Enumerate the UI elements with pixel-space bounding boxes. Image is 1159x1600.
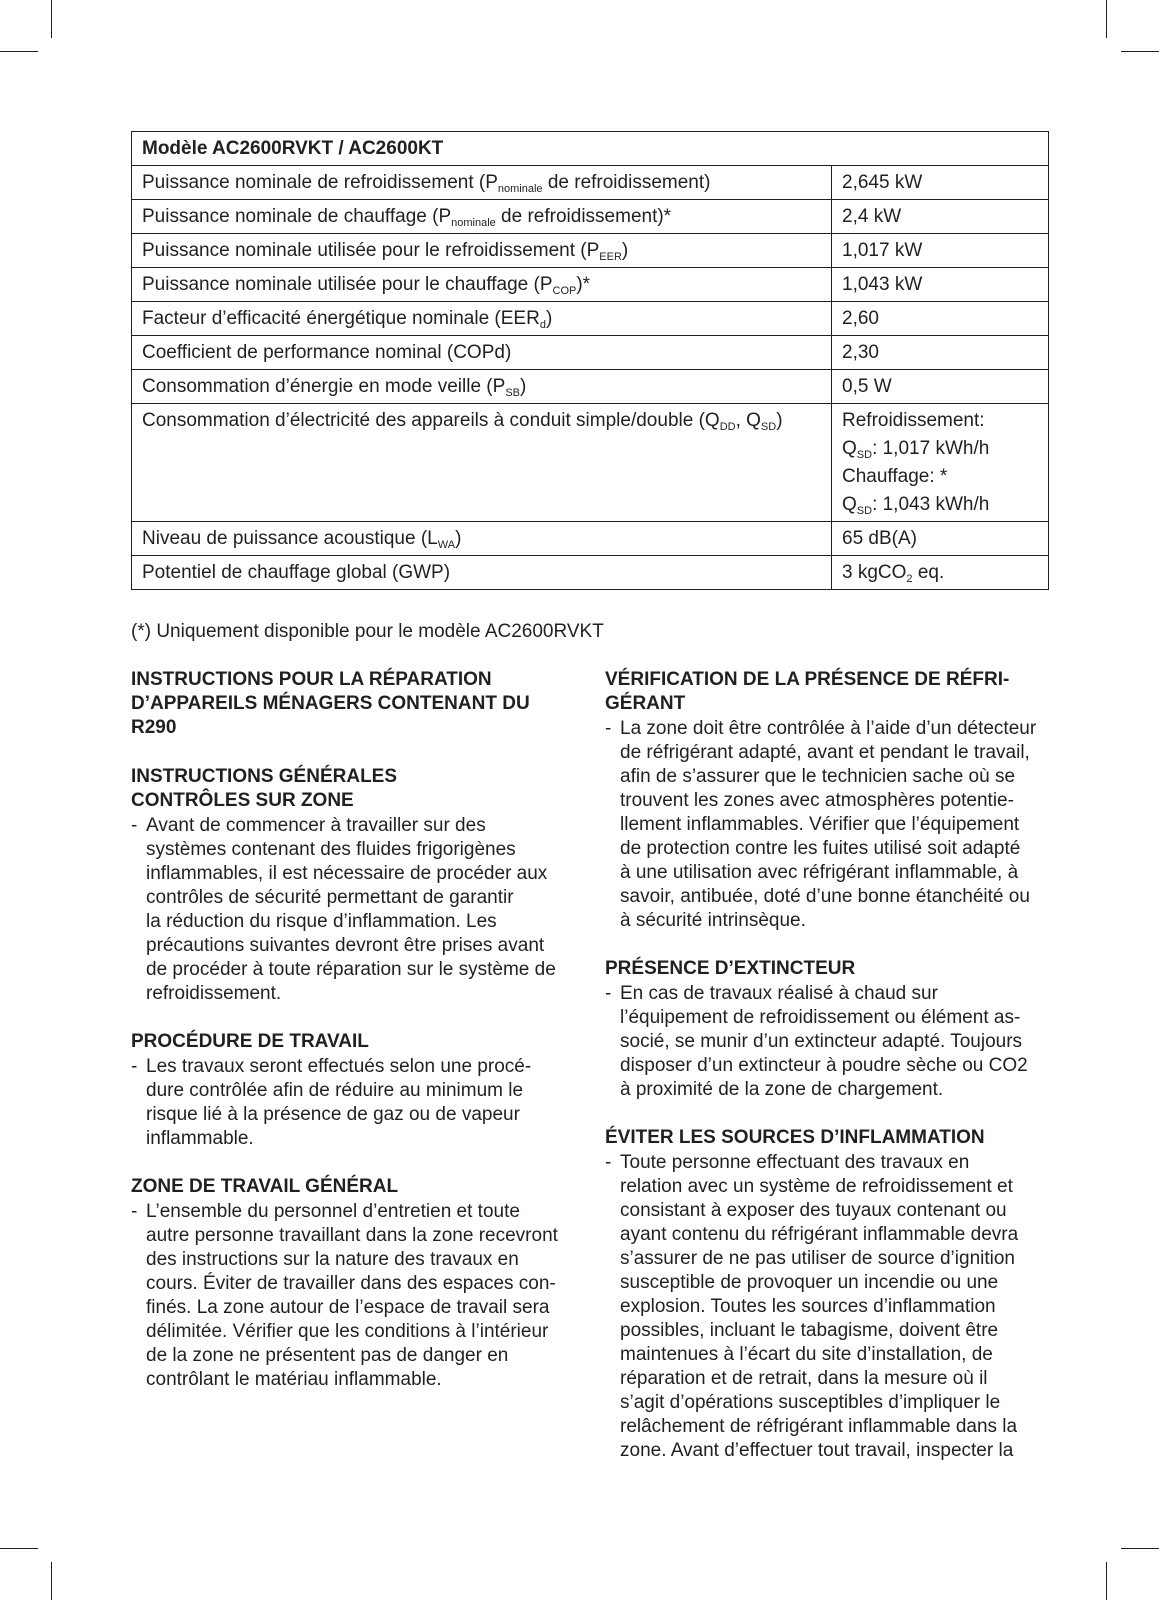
text-line: L’ensemble du personnel d’entretien et toute xyxy=(146,1201,520,1222)
left-column xyxy=(131,668,576,1416)
table-header-row xyxy=(132,132,1049,166)
text-line: relation avec un système de refroidissement et xyxy=(620,1176,1013,1197)
row-value: Refroidissement: $Q_{SD}$: 1,017 kWh/h Chauffage: * $Q_{SD}$: 1,043 kWh/h xyxy=(832,404,1049,522)
text-line: Toute personne effectuant des travaux en xyxy=(620,1152,970,1173)
paragraph-extinguisher xyxy=(605,982,1052,1102)
text-line: de réfrigérant adapté, avant et pendant le travail, xyxy=(620,742,1030,763)
text-line: s’assurer de ne pas utiliser de source d’ignition xyxy=(620,1248,1015,1269)
table-row xyxy=(132,556,1049,590)
text-line: la réduction du risque d’inflammation. Les xyxy=(146,911,497,932)
section-title-procedure: PROCÉDURE DE TRAVAIL xyxy=(131,1031,369,1052)
section-title-verification: VÉRIFICATION DE LA PRÉSENCE DE RÉFRI- GÉRANT xyxy=(605,669,1010,714)
table-row xyxy=(132,404,1049,522)
text-line: contrôles de sécurité permettant de garantir xyxy=(146,887,514,908)
text-line: des instructions sur la nature des travaux en xyxy=(146,1249,519,1270)
list-dash: - xyxy=(131,1201,138,1222)
text-line: possibles, incluant le tabagisme, doivent être xyxy=(620,1320,999,1341)
crop-mark xyxy=(1106,1562,1107,1600)
footnote: (*) Uniquement disponible pour le modèle AC2600RVKT xyxy=(131,621,604,642)
crop-mark xyxy=(1106,0,1107,38)
table-row xyxy=(132,522,1049,556)
list-dash: - xyxy=(605,983,612,1004)
crop-mark xyxy=(0,1548,38,1549)
text-line: disposer d’un extincteur à poudre sèche ou CO2 xyxy=(620,1055,1028,1076)
text-line: s’agit d’opérations susceptibles d’impliquer le xyxy=(620,1392,1001,1413)
crop-mark xyxy=(0,51,38,52)
row-label: Puissance nominale utilisée pour le chauffage $(P_{COP})*$ xyxy=(132,268,832,302)
table-row xyxy=(132,370,1049,404)
text-line: autre personne travaillant dans la zone recevront xyxy=(146,1225,558,1246)
text-line: réparation et de retrait, dans la mesure où il xyxy=(620,1368,988,1389)
row-label: Puissance nominale de refroidissement ($P_{nominale}$ de refroidissement) xyxy=(132,166,832,200)
list-dash: - xyxy=(605,718,612,739)
row-value: 2,30 xyxy=(832,336,1049,370)
text-line: socié, se munir d’un extincteur adapté. Toujours xyxy=(620,1031,1023,1052)
row-value: 2,645 kW xyxy=(832,166,1049,200)
text-line: de procéder à toute réparation sur le système de xyxy=(146,959,556,980)
text-line: délimitée. Vérifier que les conditions à l’intérieur xyxy=(146,1321,549,1342)
section-title-zone: ZONE DE TRAVAIL GÉNÉRAL xyxy=(131,1176,399,1197)
text-line: La zone doit être contrôlée à l’aide d’un détecteur xyxy=(620,718,1037,739)
text-line: afin de s’assurer que le technicien sache où se xyxy=(620,766,1016,787)
text-line: inflammable. xyxy=(146,1128,254,1149)
text-line: consistant à exposer des tuyaux contenant ou xyxy=(620,1200,1007,1221)
text-line: savoir, antibuée, doté d’une bonne étanchéité ou xyxy=(620,886,1030,907)
table-row xyxy=(132,302,1049,336)
text-line: zone. Avant d’effectuer tout travail, inspecter la xyxy=(620,1440,1014,1461)
text-line: dure contrôlée afin de réduire au minimum le xyxy=(146,1080,524,1101)
row-value: 1,017 kW xyxy=(832,234,1049,268)
row-label: Puissance nominale de chauffage ($P_{nominale}$ de refroidissement)* xyxy=(132,200,832,234)
list-dash: - xyxy=(605,1152,612,1173)
text-line: systèmes contenant des fluides frigorigènes xyxy=(146,839,516,860)
table-row xyxy=(132,166,1049,200)
text-line: risque lié à la présence de gaz ou de vapeur xyxy=(146,1104,520,1125)
row-label: Niveau de puissance acoustique $(L_{WA})$ xyxy=(132,522,832,556)
paragraph-zone xyxy=(131,1200,576,1392)
row-value: 3 kgCO$_2$ eq. xyxy=(832,556,1049,590)
section-title-repair: INSTRUCTIONS POUR LA RÉPARATION D’APPAREILS MÉNAGERS CONTENANT DU R290 xyxy=(131,669,530,738)
row-label: Potentiel de chauffage global (GWP) xyxy=(132,556,832,590)
text-line: inflammables, il est nécessaire de procéder aux xyxy=(146,863,548,884)
paragraph-ignition xyxy=(605,1151,1052,1463)
table-row xyxy=(132,336,1049,370)
row-label: Coefficient de performance nominal (COPd) xyxy=(132,336,832,370)
text-line: à proximité de la zone de chargement. xyxy=(620,1079,944,1100)
text-line: finés. La zone autour de l’espace de travail sera xyxy=(146,1297,550,1318)
list-dash: - xyxy=(131,815,138,836)
row-value: 2,4 kW xyxy=(832,200,1049,234)
table-row xyxy=(132,234,1049,268)
text-line: contrôlant le matériau inflammable. xyxy=(146,1369,442,1390)
row-label: Puissance nominale utilisée pour le refroidissement $(P_{EER})$ xyxy=(132,234,832,268)
text-line: trouvent les zones avec atmosphères potentie- xyxy=(620,790,1014,811)
text-line: En cas de travaux réalisé à chaud sur xyxy=(620,983,938,1004)
text-line: maintenues à l’écart du site d’installation, de xyxy=(620,1344,993,1365)
text-line: explosion. Toutes les sources d’inflammation xyxy=(620,1296,996,1317)
row-label: Consommation d’électricité des appareils à conduit simple/double ($Q_{DD}$, $Q_{SD}$) xyxy=(132,404,832,522)
specification-table xyxy=(131,131,1049,590)
text-line: précautions suivantes devront être prises avant xyxy=(146,935,545,956)
section-title-extinguisher: PRÉSENCE D’EXTINCTEUR xyxy=(605,958,856,979)
text-line: l’équipement de refroidissement ou élément as- xyxy=(620,1007,1021,1028)
text-line: de la zone ne présentent pas de danger en xyxy=(146,1345,509,1366)
section-title-ignition: ÉVITER LES SOURCES D’INFLAMMATION xyxy=(605,1127,985,1148)
crop-mark xyxy=(51,0,52,38)
text-line: Les travaux seront effectués selon une procé- xyxy=(146,1056,532,1077)
text-line: refroidissement. xyxy=(146,983,282,1004)
text-line: llement inflammables. Vérifier que l’équipement xyxy=(620,814,1020,835)
text-line: susceptible de provoquer un incendie ou une xyxy=(620,1272,999,1293)
table-header: Modèle AC2600RVKT / AC2600KT xyxy=(132,132,1049,166)
row-value: 2,60 xyxy=(832,302,1049,336)
list-dash: - xyxy=(131,1056,138,1077)
row-label: Facteur d’efficacité énergétique nominale $(EER_d)$ xyxy=(132,302,832,336)
paragraph-general xyxy=(131,814,576,1006)
right-column xyxy=(605,668,1052,1487)
paragraph-verification xyxy=(605,717,1052,933)
text-line: Avant de commencer à travailler sur des xyxy=(146,815,486,836)
crop-mark xyxy=(51,1562,52,1600)
row-value: 0,5 W xyxy=(832,370,1049,404)
text-line: cours. Éviter de travailler dans des espaces con- xyxy=(146,1273,556,1294)
row-value: 65 dB(A) xyxy=(832,522,1049,556)
table-row xyxy=(132,268,1049,302)
row-label: Consommation d’énergie en mode veille $(P_{SB})$ xyxy=(132,370,832,404)
text-line: relâchement de réfrigérant inflammable dans la xyxy=(620,1416,1018,1437)
section-title-general: INSTRUCTIONS GÉNÉRALES CONTRÔLES SUR ZONE xyxy=(131,766,398,811)
text-line: de protection contre les fuites utilisé soit adapté xyxy=(620,838,1021,859)
text-line: à une utilisation avec réfrigérant inflammable, à xyxy=(620,862,1019,883)
crop-mark xyxy=(1121,1548,1159,1549)
row-value: 1,043 kW xyxy=(832,268,1049,302)
table-row xyxy=(132,200,1049,234)
text-line: ayant contenu du réfrigérant inflammable devra xyxy=(620,1224,1019,1245)
text-line: à sécurité intrinsèque. xyxy=(620,910,806,931)
crop-mark xyxy=(1121,51,1159,52)
paragraph-procedure xyxy=(131,1055,576,1151)
